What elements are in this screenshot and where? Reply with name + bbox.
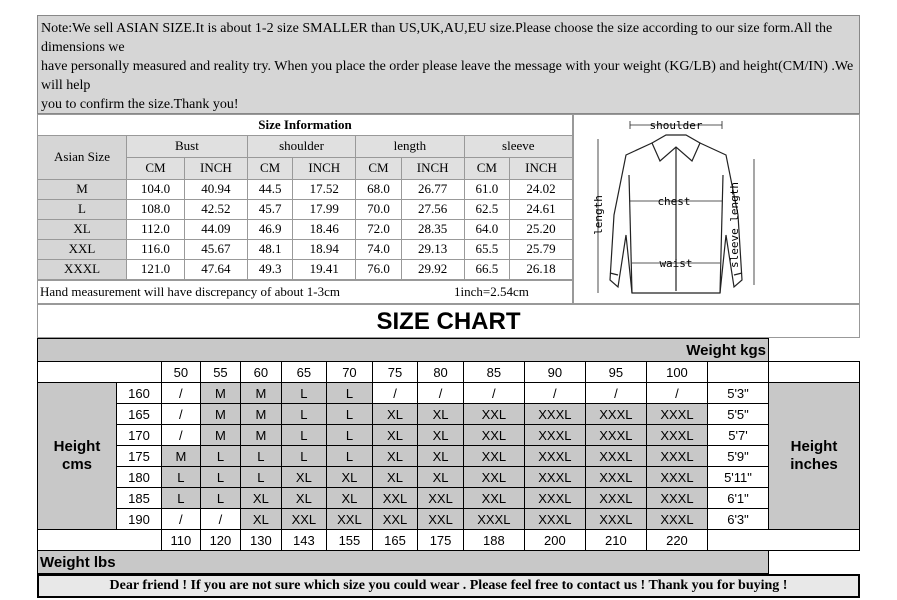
weight-kg-header: 75 <box>372 362 418 383</box>
note-line: have personally measured and reality try. When you place the order please leave the message with your weight (KG/LB) and height(CM/IN) .We will help <box>41 59 854 93</box>
measurement-cell: 72.0 <box>356 219 402 239</box>
size-cell: XXXL <box>524 488 585 509</box>
height-inch-cell: 5'7' <box>708 425 769 446</box>
sleeve-length-label: sleeve length <box>728 181 741 269</box>
measurement-cell: 45.7 <box>247 199 293 219</box>
unit-header: INCH <box>401 157 464 179</box>
unit-header: INCH <box>184 157 247 179</box>
size-cell: L <box>281 425 327 446</box>
size-row <box>38 239 573 259</box>
size-cell: XXXL <box>646 509 707 530</box>
measurement-cell: 64.0 <box>464 219 510 239</box>
size-cell: XL <box>418 404 464 425</box>
size-cell: XXXL <box>585 425 646 446</box>
measurement-cell: 70.0 <box>356 199 402 219</box>
size-cell: XL <box>372 425 418 446</box>
height-cm-cell: 180 <box>117 467 162 488</box>
height-cm-cell: 165 <box>117 404 162 425</box>
size-cell: XL <box>327 488 373 509</box>
weight-kg-header: 60 <box>241 362 281 383</box>
size-row <box>38 179 573 199</box>
asian-size-header: Asian Size <box>38 136 127 180</box>
measurement-cell: 24.61 <box>510 199 573 219</box>
size-cell: XXL <box>463 488 524 509</box>
size-cell: / <box>200 509 240 530</box>
weight-kg-header: 70 <box>327 362 373 383</box>
measurement-cell: 28.35 <box>401 219 464 239</box>
corner-cell <box>708 530 860 551</box>
size-cell: / <box>162 383 201 404</box>
shoulder-label: shoulder <box>649 119 703 132</box>
size-cell: XXL <box>372 488 418 509</box>
size-cell: XXL <box>463 404 524 425</box>
weight-lb-cell: 200 <box>524 530 585 551</box>
size-cell: L <box>327 446 373 467</box>
weight-kg-header: 85 <box>463 362 524 383</box>
size-cell: L <box>241 467 281 488</box>
size-cell: XXXL <box>585 404 646 425</box>
contact-footer: Dear friend ! If you are not sure which size you could wear . Please feel free to contact us ! Thank you for buying ! <box>37 574 860 598</box>
shirt-icon <box>574 115 859 303</box>
size-cell: XL <box>241 488 281 509</box>
height-row <box>38 425 860 446</box>
weight-kg-header: 50 <box>162 362 201 383</box>
size-cell: L <box>327 425 373 446</box>
height-row <box>38 446 860 467</box>
size-cell: XXL <box>463 446 524 467</box>
height-inch-cell: 6'3" <box>708 509 769 530</box>
corner-cell <box>38 362 162 383</box>
height-inch-cell: 5'5" <box>708 404 769 425</box>
size-cell: XL <box>372 467 418 488</box>
note-line: you to confirm the size.Thank you! <box>41 97 239 112</box>
size-cell: L <box>162 488 201 509</box>
size-label: XXXL <box>38 259 127 279</box>
size-cell: M <box>200 425 240 446</box>
size-cell: / <box>372 383 418 404</box>
size-cell: XL <box>418 446 464 467</box>
measurement-cell: 121.0 <box>127 259 185 279</box>
size-cell: XXL <box>418 509 464 530</box>
inch-conversion: 1inch=2.54cm <box>454 284 529 299</box>
length-label: length <box>592 195 605 235</box>
measurement-cell: 19.41 <box>293 259 356 279</box>
unit-header: CM <box>464 157 510 179</box>
height-inch-cell: 6'1" <box>708 488 769 509</box>
weight-kg-header: 65 <box>281 362 327 383</box>
size-cell: XL <box>281 467 327 488</box>
size-cell: XXL <box>418 488 464 509</box>
size-chart-title: SIZE CHART <box>37 304 860 338</box>
measurement-cell: 18.94 <box>293 239 356 259</box>
size-cell: / <box>463 383 524 404</box>
height-cm-cell: 190 <box>117 509 162 530</box>
length-header: length <box>356 136 464 158</box>
measurement-footnote <box>37 280 573 304</box>
size-cell: L <box>327 383 373 404</box>
measurement-cell: 61.0 <box>464 179 510 199</box>
bust-header: Bust <box>127 136 248 158</box>
weight-lb-cell: 120 <box>200 530 240 551</box>
height-cm-cell: 170 <box>117 425 162 446</box>
unit-header: CM <box>127 157 185 179</box>
weight-lb-cell: 130 <box>241 530 281 551</box>
weight-lb-cell: 188 <box>463 530 524 551</box>
unit-header: INCH <box>510 157 573 179</box>
size-cell: XL <box>418 425 464 446</box>
size-cell: XXL <box>372 509 418 530</box>
waist-label: waist <box>659 257 693 270</box>
shirt-measurement-diagram <box>573 114 860 304</box>
weight-lb-cell: 155 <box>327 530 373 551</box>
size-cell: / <box>524 383 585 404</box>
note-line: Note:We sell ASIAN SIZE.It is about 1-2 size SMALLER than US,UK,AU,EU size.Please choose the size according to our size form.All the dimensions we <box>41 21 833 55</box>
weight-lb-cell: 210 <box>585 530 646 551</box>
size-cell: XXXL <box>524 404 585 425</box>
corner-cell <box>769 362 860 383</box>
size-note <box>37 15 860 114</box>
unit-header: CM <box>247 157 293 179</box>
size-cell: / <box>418 383 464 404</box>
size-cell: XXXL <box>585 488 646 509</box>
measurement-cell: 104.0 <box>127 179 185 199</box>
size-cell: M <box>200 404 240 425</box>
size-cell: L <box>200 488 240 509</box>
size-information-table <box>37 114 573 304</box>
measurement-cell: 48.1 <box>247 239 293 259</box>
measurement-cell: 66.5 <box>464 259 510 279</box>
size-cell: L <box>281 404 327 425</box>
size-cell: M <box>241 383 281 404</box>
measurement-cell: 112.0 <box>127 219 185 239</box>
size-cell: XXXL <box>524 467 585 488</box>
size-cell: XL <box>372 446 418 467</box>
size-label: L <box>38 199 127 219</box>
size-cell: L <box>200 467 240 488</box>
size-label: XXL <box>38 239 127 259</box>
weight-lb-cell: 143 <box>281 530 327 551</box>
size-cell: / <box>162 404 201 425</box>
measurement-cell: 17.99 <box>293 199 356 219</box>
size-cell: XXXL <box>646 446 707 467</box>
measurement-cell: 40.94 <box>184 179 247 199</box>
height-cms-label: Height cms <box>38 383 117 530</box>
chest-label: chest <box>657 195 691 208</box>
size-label: M <box>38 179 127 199</box>
height-row <box>38 404 860 425</box>
size-row <box>38 199 573 219</box>
size-label: XL <box>38 219 127 239</box>
measurement-cell: 76.0 <box>356 259 402 279</box>
size-cell: XXXL <box>585 446 646 467</box>
size-cell: XL <box>327 467 373 488</box>
size-cell: L <box>200 446 240 467</box>
measurement-cell: 49.3 <box>247 259 293 279</box>
size-cell: XL <box>418 467 464 488</box>
discrepancy-note: Hand measurement will have discrepancy of about 1-3cm <box>40 284 340 299</box>
corner-cell <box>38 530 162 551</box>
weight-lb-cell: 110 <box>162 530 201 551</box>
size-cell: / <box>162 425 201 446</box>
measurement-cell: 46.9 <box>247 219 293 239</box>
unit-header: CM <box>356 157 402 179</box>
measurement-cell: 108.0 <box>127 199 185 219</box>
size-cell: L <box>281 383 327 404</box>
height-inch-cell: 5'3" <box>708 383 769 404</box>
height-cm-cell: 185 <box>117 488 162 509</box>
size-info-title: Size Information <box>38 115 573 136</box>
weight-kg-header: 90 <box>524 362 585 383</box>
weight-kg-header: 100 <box>646 362 707 383</box>
measurement-cell: 62.5 <box>464 199 510 219</box>
measurement-cell: 45.67 <box>184 239 247 259</box>
measurement-cell: 18.46 <box>293 219 356 239</box>
height-inch-cell: 5'9" <box>708 446 769 467</box>
size-cell: XXXL <box>646 425 707 446</box>
measurement-cell: 25.79 <box>510 239 573 259</box>
size-cell: M <box>162 446 201 467</box>
weight-lbs-label: Weight lbs <box>38 551 769 574</box>
measurement-cell: 27.56 <box>401 199 464 219</box>
size-cell: M <box>241 425 281 446</box>
measurement-cell: 25.20 <box>510 219 573 239</box>
shoulder-header: shoulder <box>247 136 355 158</box>
weight-lb-cell: 220 <box>646 530 707 551</box>
size-cell: XXXL <box>524 425 585 446</box>
size-chart <box>37 338 860 574</box>
height-cm-cell: 175 <box>117 446 162 467</box>
size-cell: XL <box>241 509 281 530</box>
size-row <box>38 219 573 239</box>
sleeve-header: sleeve <box>464 136 572 158</box>
height-row <box>38 488 860 509</box>
size-cell: / <box>585 383 646 404</box>
corner-cell <box>708 362 769 383</box>
measurement-cell: 74.0 <box>356 239 402 259</box>
measurement-cell: 44.09 <box>184 219 247 239</box>
height-cm-cell: 160 <box>117 383 162 404</box>
size-cell: / <box>646 383 707 404</box>
weight-kgs-label: Weight kgs <box>38 339 769 362</box>
size-cell: XXXL <box>646 467 707 488</box>
measurement-cell: 24.02 <box>510 179 573 199</box>
size-cell: M <box>241 404 281 425</box>
weight-kg-header: 55 <box>200 362 240 383</box>
measurement-cell: 26.18 <box>510 259 573 279</box>
size-cell: L <box>241 446 281 467</box>
size-cell: L <box>327 404 373 425</box>
measurement-cell: 116.0 <box>127 239 185 259</box>
size-cell: XXXL <box>585 509 646 530</box>
size-row <box>38 259 573 279</box>
measurement-cell: 26.77 <box>401 179 464 199</box>
size-cell: XL <box>372 404 418 425</box>
size-cell: L <box>281 446 327 467</box>
measurement-cell: 47.64 <box>184 259 247 279</box>
size-cell: XXL <box>281 509 327 530</box>
measurement-cell: 42.52 <box>184 199 247 219</box>
size-cell: XXXL <box>646 488 707 509</box>
height-row <box>38 467 860 488</box>
unit-header: INCH <box>293 157 356 179</box>
size-cell: XXXL <box>524 509 585 530</box>
size-cell: M <box>200 383 240 404</box>
size-cell: XL <box>281 488 327 509</box>
height-inches-label: Height inches <box>769 383 860 530</box>
size-cell: XXL <box>327 509 373 530</box>
height-row <box>38 509 860 530</box>
weight-kg-header: 80 <box>418 362 464 383</box>
height-inch-cell: 5'11" <box>708 467 769 488</box>
weight-kg-header: 95 <box>585 362 646 383</box>
measurement-cell: 29.13 <box>401 239 464 259</box>
size-cell: XXXL <box>524 446 585 467</box>
measurement-cell: 68.0 <box>356 179 402 199</box>
size-cell: L <box>162 467 201 488</box>
size-cell: XXXL <box>646 404 707 425</box>
measurement-cell: 17.52 <box>293 179 356 199</box>
height-row <box>38 383 860 404</box>
size-cell: XXXL <box>463 509 524 530</box>
weight-lb-cell: 165 <box>372 530 418 551</box>
size-cell: XXXL <box>585 467 646 488</box>
size-cell: XXL <box>463 467 524 488</box>
measurement-cell: 65.5 <box>464 239 510 259</box>
measurement-cell: 44.5 <box>247 179 293 199</box>
weight-lb-cell: 175 <box>418 530 464 551</box>
size-cell: XXL <box>463 425 524 446</box>
measurement-cell: 29.92 <box>401 259 464 279</box>
size-cell: / <box>162 509 201 530</box>
